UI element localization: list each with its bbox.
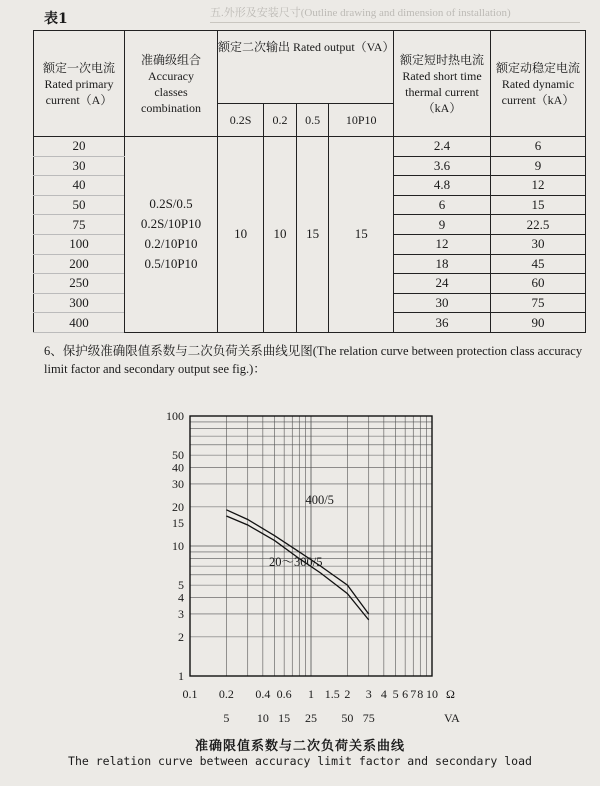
header-rated-output: 额定二次输出 Rated output（VA） — [218, 31, 394, 104]
y-tick-label: 10 — [172, 539, 184, 553]
thermal-cell: 9 — [394, 215, 491, 235]
primary-current-cell: 75 — [34, 215, 125, 235]
thermal-cell: 30 — [394, 293, 491, 313]
header-thermal-current: 额定短时热电流 Rated short time thermal current（kA） — [394, 31, 491, 137]
x-tick-label-va: 25 — [305, 711, 317, 725]
primary-current-cell: 50 — [34, 195, 125, 215]
primary-current-cell: 30 — [34, 156, 125, 176]
primary-current-cell: 100 — [34, 234, 125, 254]
thermal-cell: 36 — [394, 313, 491, 333]
dynamic-cell: 30 — [491, 234, 586, 254]
x-tick-label-va: 50 — [341, 711, 354, 725]
y-tick-label: 30 — [172, 476, 184, 491]
output-value-0.5: 15 — [296, 137, 329, 333]
table-title: 表1 — [44, 11, 68, 27]
y-tick-label: 100 — [166, 409, 184, 423]
x-tick-label-ohm: 10 — [426, 687, 438, 701]
section-text: 保护级准确限值系数与二次负荷关系曲线见图(The relation curve between protection class accuracy limit factor and secondary output see fig.)： — [44, 344, 583, 376]
x-tick-label-ohm: 0.1 — [182, 687, 198, 701]
y-tick-label: 2 — [178, 629, 184, 644]
thermal-cell: 6 — [394, 195, 491, 215]
output-col-10P10: 10P10 — [329, 104, 394, 137]
x-tick-label-ohm: 0.6 — [276, 687, 292, 701]
primary-current-cell: 300 — [34, 293, 125, 313]
dynamic-cell: 45 — [491, 254, 586, 274]
primary-current-cell: 250 — [34, 274, 125, 294]
series-label: 400/5 — [305, 493, 334, 508]
thermal-cell: 18 — [394, 254, 491, 274]
y-tick-label: 15 — [172, 516, 184, 531]
dynamic-cell: 60 — [491, 274, 586, 294]
x-tick-label-ohm: 4 — [380, 687, 387, 701]
x-tick-label-ohm: 6 — [402, 687, 409, 701]
dynamic-cell: 90 — [491, 313, 586, 333]
header-dynamic-current: 额定动稳定电流 Rated dynamic current（kA） — [491, 31, 586, 137]
thermal-cell: 3.6 — [394, 156, 491, 176]
primary-current-cell: 20 — [34, 137, 125, 157]
dynamic-cell: 75 — [491, 293, 586, 313]
thermal-cell: 4.8 — [394, 176, 491, 196]
chart-subtitle: The relation curve between accuracy limit factor and secondary load — [68, 754, 532, 768]
y-tick-label: 1 — [178, 669, 184, 683]
output-value-0.2S: 10 — [218, 137, 264, 333]
output-col-0.2: 0.2 — [264, 104, 297, 137]
thermal-cell: 24 — [394, 274, 491, 294]
chart-title: 准确限值系数与二次负荷关系曲线 — [194, 739, 405, 754]
ghost-heading: 五.外形及安装尺寸(Outline drawing and dimension of installation) — [210, 7, 511, 19]
x-tick-label-ohm: 7 — [410, 687, 417, 701]
x-tick-label-va: 5 — [223, 711, 230, 725]
x-tick-label-ohm: 8 — [417, 687, 424, 701]
x-tick-label-ohm: 5 — [392, 687, 399, 701]
x-unit-va: VA — [444, 711, 460, 725]
primary-current-cell: 200 — [34, 254, 125, 274]
x-tick-label-va: 10 — [256, 711, 269, 725]
y-tick-label: 20 — [172, 499, 184, 514]
y-tick-label: 5 — [178, 578, 184, 593]
x-tick-label-ohm: 1.5 — [324, 687, 340, 701]
dynamic-cell: 12 — [491, 176, 586, 196]
y-tick-label: 3 — [178, 606, 184, 621]
x-tick-label-va: 75 — [362, 711, 375, 725]
y-tick-label: 40 — [172, 460, 184, 475]
output-col-0.5: 0.5 — [296, 104, 329, 137]
series-label: 20～300/5 — [269, 555, 323, 570]
x-unit-ohm: Ω — [446, 687, 455, 701]
output-value-10P10: 15 — [329, 137, 394, 333]
dynamic-cell: 6 — [491, 137, 586, 157]
section-number: 6、 — [44, 344, 63, 358]
x-tick-label-va: 15 — [278, 711, 291, 725]
output-value-0.2: 10 — [264, 137, 297, 333]
output-col-0.2S: 0.2S — [218, 104, 264, 137]
header-accuracy-combination: 准确级组合 Accuracy classes combination — [125, 31, 218, 137]
y-tick-label: 50 — [172, 448, 184, 463]
dynamic-cell: 9 — [491, 156, 586, 176]
thermal-cell: 12 — [394, 234, 491, 254]
y-tick-label: 4 — [178, 590, 184, 605]
x-tick-label-ohm: 2 — [344, 687, 351, 701]
dynamic-cell: 22.5 — [491, 215, 586, 235]
x-tick-label-ohm: 0.2 — [218, 687, 234, 701]
thermal-cell: 2.4 — [394, 137, 491, 157]
x-tick-label-ohm: 1 — [308, 687, 314, 701]
dynamic-cell: 15 — [491, 195, 586, 215]
combination-cell: 0.2S/0.5 0.2S/10P10 0.2/10P10 0.5/10P10 — [125, 137, 218, 333]
header-primary-current: 额定一次电流 Rated primary current（A） — [34, 31, 125, 137]
x-tick-label-ohm: 0.4 — [255, 687, 271, 701]
primary-current-cell: 40 — [34, 176, 125, 196]
x-tick-label-ohm: 3 — [365, 687, 372, 701]
primary-current-cell: 400 — [34, 313, 125, 333]
